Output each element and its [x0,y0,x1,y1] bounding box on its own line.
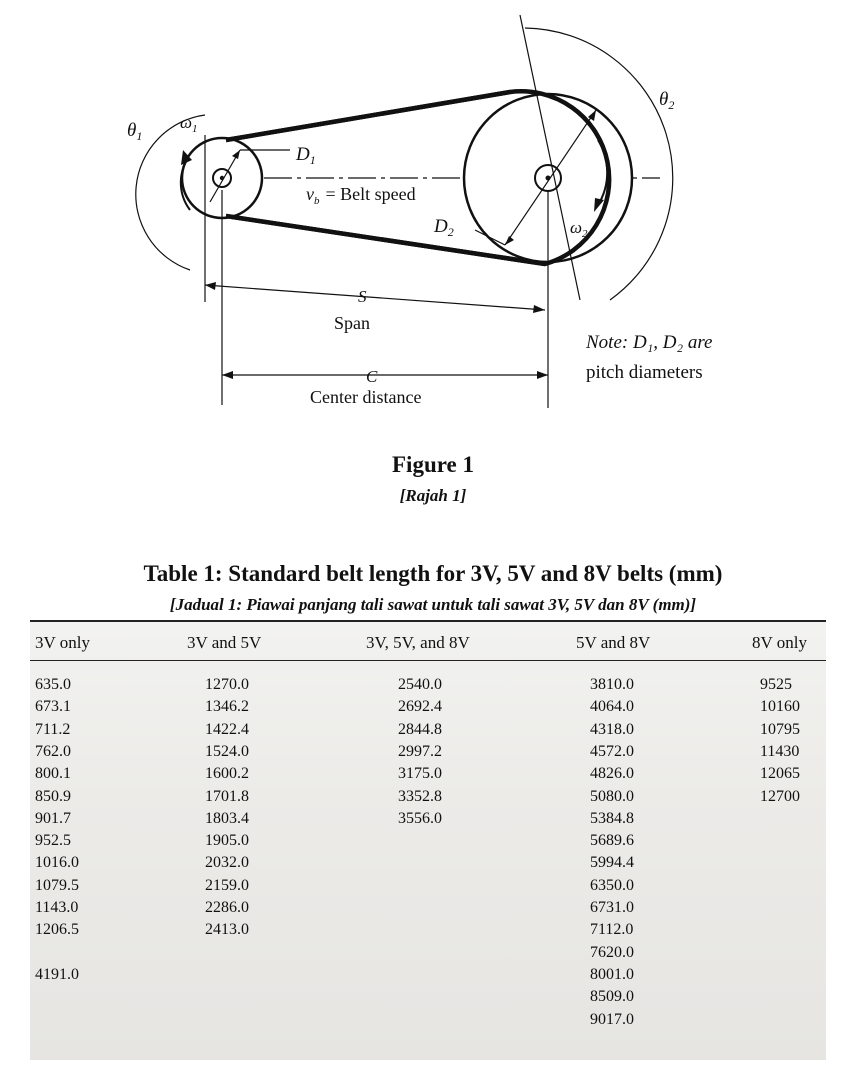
table-cell: 2286.0 [205,899,249,916]
table-cell: 5384.8 [590,809,634,827]
table-cell: 10160 [760,698,800,716]
note-line-1: Note: D₁, D₂ are [586,332,713,353]
table-cell: 4191.0 [35,965,79,983]
span-dimension [205,285,545,310]
belt-speed-label: $v_b$ = Belt speed [306,184,416,207]
table-cell: 901.7 [35,809,71,827]
table-cell: 1143.0 [35,899,79,916]
table-cell: 5689.6 [590,832,634,850]
table-cell: 6731.0 [590,899,634,916]
table-cell: 12700 [760,787,800,805]
table-cell: 2692.4 [398,698,442,716]
table-header-rule [30,660,826,661]
figure-caption-malay: [Rajah 1] [399,486,467,505]
c-label: C [366,367,378,386]
theta2-label: $\theta_2$ [659,89,675,112]
table-cell: 1079.5 [35,876,79,894]
table-top-rule [30,620,826,622]
table-cell: 1701.8 [205,787,249,805]
omega1-label: $\omega_1$ [180,113,198,135]
table-cell: 3352.8 [398,787,442,805]
table-cell: 5080.0 [590,787,634,805]
table-cell: 1803.4 [205,809,249,827]
belt-drive-figure [0,0,866,440]
table-cell: 1270.0 [205,676,249,693]
table-cell: 2032.0 [205,854,249,872]
theta1-label: $\theta_1$ [127,120,143,143]
table-cell: 673.1 [35,698,71,716]
table-title-malay: [Jadual 1: Piawai panjang tali sawat untuk tali sawat 3V, 5V dan 8V (mm)] [169,595,697,614]
table-cell: 9017.0 [590,1010,634,1028]
table-cell: 1905.0 [205,832,249,850]
table-cell: 8001.0 [590,965,634,983]
table-cell: 2413.0 [205,921,249,939]
table-cell: 952.5 [35,832,71,850]
table-cell: 4826.0 [590,765,634,783]
d1-label: $D_1$ [296,144,316,167]
table-cell: 3556.0 [398,809,442,827]
table-cell: 10795 [760,720,800,738]
table-cell: 850.9 [35,787,71,805]
table-cell: 1016.0 [35,854,79,872]
table-cell: 1346.2 [205,698,249,716]
table-cell: 762.0 [35,742,71,760]
table-cell: 2844.8 [398,720,442,738]
table-cell: 3810.0 [590,676,634,693]
table-cell: 7112.0 [590,921,634,939]
figure-caption: Figure 1 [392,452,474,477]
table-cell: 2997.2 [398,742,442,760]
omega2-label: $\omega_2$ [570,218,588,240]
s-label: S [358,287,367,306]
table-cell: 5994.4 [590,854,634,872]
table-cell: 7620.0 [590,943,634,961]
d2-label: $D_2$ [434,216,454,239]
span-label: Span [334,313,370,333]
table-cell: 1600.2 [205,765,249,783]
col-header-3v-only: 3V only [35,633,90,652]
table-cell: 4318.0 [590,720,634,738]
note-line-2: pitch diameters [586,362,703,383]
col-header-3v-and-5v: 3V and 5V [187,633,262,652]
table-cell: 8509.0 [590,988,634,1006]
table-cell: 11430 [760,742,800,760]
table-cell: 800.1 [35,765,71,783]
table-cell: 3175.0 [398,765,442,783]
table-cell: 1206.5 [35,921,79,939]
table-cell: 2159.0 [205,876,249,894]
table-cell: 635.0 [35,676,71,693]
table-cell: 711.2 [35,720,71,738]
center-distance-label: Center distance [310,387,422,407]
col-header-5v-and-8v: 5V and 8V [576,633,651,652]
table-cell: 4572.0 [590,742,634,760]
table-cell: 2540.0 [398,676,442,693]
col-header-8v-only: 8V only [752,633,807,652]
table-cell: 6350.0 [590,876,634,894]
table-cell: 1524.0 [205,742,249,760]
table-title: Table 1: Standard belt length for 3V, 5V and 8V belts (mm) [143,561,723,586]
col-header-3v-5v-8v: 3V, 5V, and 8V [366,633,470,652]
table-cell: 4064.0 [590,698,634,716]
table-cell: 12065 [760,765,800,783]
table-cell: 1422.4 [205,720,249,738]
table-cell: 9525 [760,676,792,693]
